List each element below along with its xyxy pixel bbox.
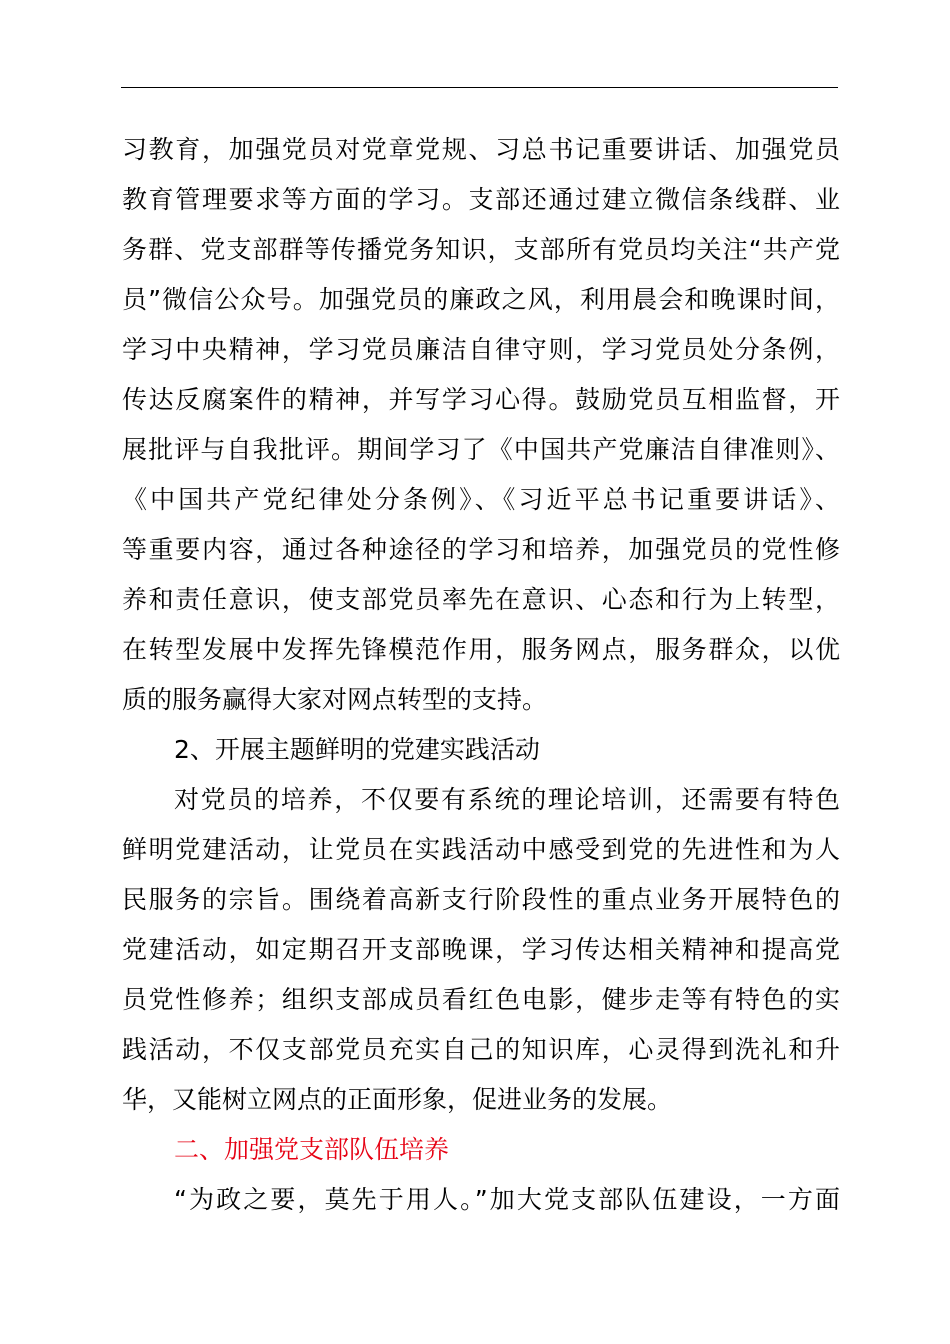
text-line: 党建活动，如定期召开支部晚课，学习传达相关精神和提高党 xyxy=(122,935,840,964)
section-heading: 二、加强党支部队伍培养 xyxy=(174,1135,450,1164)
text-line: 民服务的宗旨。围绕着高新支行阶段性的重点业务开展特色的 xyxy=(122,885,840,914)
section-subheading: 2、开展主题鲜明的党建实践活动 xyxy=(174,735,540,764)
text-line: 传达反腐案件的精神，并写学习心得。鼓励党员互相监督，开 xyxy=(122,385,840,414)
text-line: “为政之要，莫先于用人。”加大党支部队伍建设，一方面 xyxy=(174,1185,840,1214)
text-line: 养和责任意识，使支部党员率先在意识、心态和行为上转型， xyxy=(122,585,840,614)
text-line: 践活动，不仅支部党员充实自己的知识库，心灵得到洗礼和升 xyxy=(122,1035,840,1064)
text-line: 员”微信公众号。加强党员的廉政之风，利用晨会和晚课时间， xyxy=(122,285,840,314)
text-line: 务群、党支部群等传播党务知识，支部所有党员均关注“共产党 xyxy=(122,235,840,264)
text-line: 鲜明党建活动，让党员在实践活动中感受到党的先进性和为人 xyxy=(122,835,840,864)
text-line: 质的服务赢得大家对网点转型的支持。 xyxy=(122,685,548,714)
text-line: 员党性修养；组织支部成员看红色电影，健步走等有特色的实 xyxy=(122,985,840,1014)
text-line: 学习中央精神，学习党员廉洁自律守则，学习党员处分条例， xyxy=(122,335,840,364)
text-line: 对党员的培养，不仅要有系统的理论培训，还需要有特色 xyxy=(174,785,840,814)
text-line: 在转型发展中发挥先锋模范作用，服务网点，服务群众，以优 xyxy=(122,635,840,664)
text-line: 习教育，加强党员对党章党规、习总书记重要讲话、加强党员 xyxy=(122,135,840,164)
text-line: 等重要内容，通过各种途径的学习和培养，加强党员的党性修 xyxy=(122,535,840,564)
text-line: 展批评与自我批评。期间学习了《中国共产党廉洁自律准则》、 xyxy=(122,435,840,464)
text-line: 华，又能树立网点的正面形象，促进业务的发展。 xyxy=(122,1085,673,1114)
body-text xyxy=(122,128,840,1228)
text-line: 教育管理要求等方面的学习。支部还通过建立微信条线群、业 xyxy=(122,185,840,214)
header-rule xyxy=(121,87,838,88)
text-line: 《中国共产党纪律处分条例》、《习近平总书记重要讲话》、 xyxy=(122,485,840,514)
